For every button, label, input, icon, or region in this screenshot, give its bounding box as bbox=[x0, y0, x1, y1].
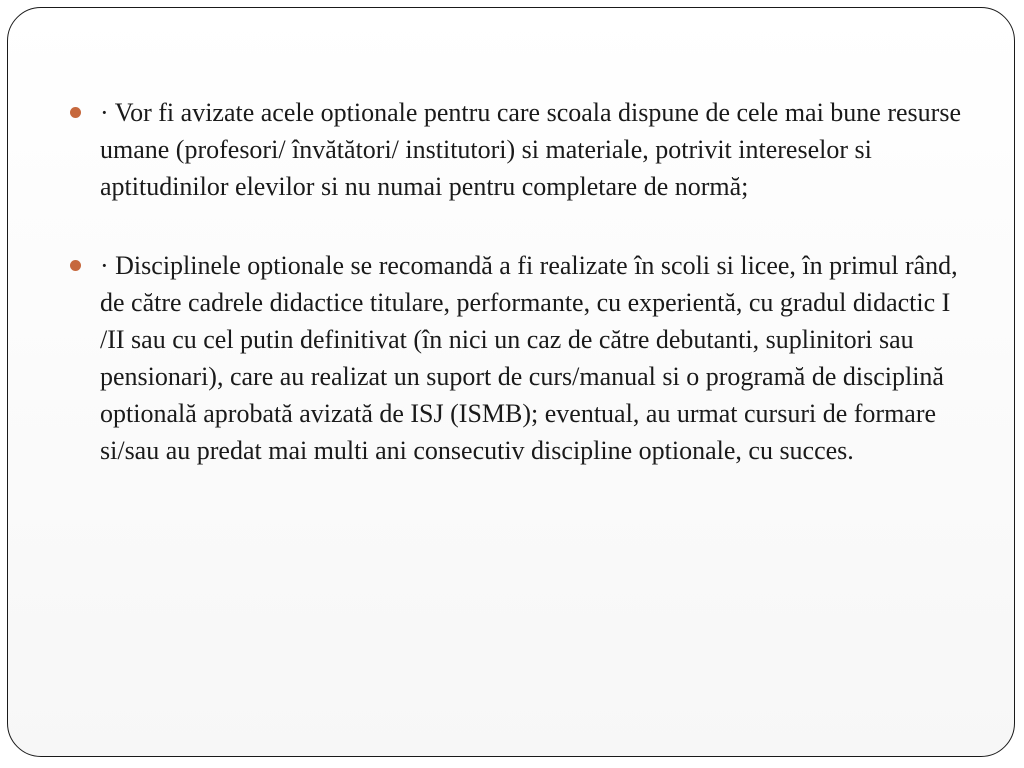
bullet-dot-icon bbox=[70, 260, 81, 271]
bullet-item-2 bbox=[70, 247, 970, 469]
bullet-text-2: · Disciplinele optionale se recomandă a fi realizate în scoli si licee, în primul rând, de către cadrele didactice titulare, performante, cu experientă, cu gradul didactic I /II sau cu cel putin definitivat (în nici un caz de către debutanti, suplinitori sau pensionari), care au realizat un suport de curs/manual si o programă de disciplină optională aprobată avizată de ISJ (ISMB); eventual, au urmat cursuri de formare si/sau au predat mai multi ani consecutiv discipline optionale, cu succes. bbox=[100, 251, 958, 465]
bullet-list bbox=[70, 94, 970, 511]
bullet-dot-icon bbox=[70, 107, 81, 118]
slide-frame bbox=[7, 7, 1015, 757]
bullet-item-1 bbox=[70, 94, 970, 205]
bullet-text-1: · Vor fi avizate acele optionale pentru care scoala dispune de cele mai bune resurse umane (profesori/ învătători/ institutori) si materiale, potrivit intereselor si aptitudinilor elevilor si nu numai pentru completare de normă; bbox=[100, 98, 961, 201]
